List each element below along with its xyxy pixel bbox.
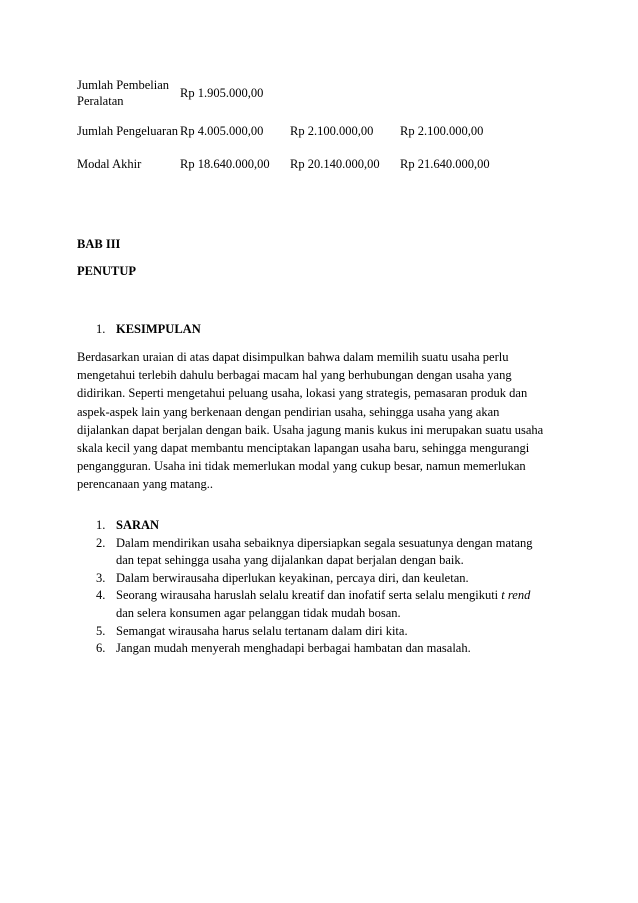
- heading-number: 1.: [96, 322, 106, 336]
- row-label: Modal Akhir: [77, 157, 142, 171]
- table-row: [77, 112, 510, 150]
- paragraph-line: didirikan. Seperti mengetahui peluang usaha, lokasi yang strategis, pemasaran produk dan: [77, 386, 528, 401]
- cell-value: Rp 20.140.000,00: [290, 156, 380, 171]
- row-label: Jumlah Pembelian Peralatan: [77, 78, 169, 108]
- item-number: 6.: [96, 641, 106, 656]
- item-number: 4.: [96, 588, 106, 603]
- list-item: [96, 570, 556, 588]
- heading-title: KESIMPULAN: [116, 322, 201, 336]
- cell-value: Rp 2.100.000,00: [290, 123, 374, 138]
- list-item: [96, 517, 556, 535]
- item-number: 1.: [96, 518, 106, 532]
- item-text: Dalam berwirausaha diperlukan keyakinan, percaya diri, dan keuletan.: [116, 570, 469, 585]
- saran-list: [96, 517, 556, 658]
- cell-value: Rp 1.905.000,00: [180, 85, 264, 100]
- list-item: [96, 587, 556, 622]
- paragraph-line: pengangguran. Usaha ini tidak memerlukan modal yang cukup besar, namun memerlukan: [77, 459, 526, 474]
- table-row: [77, 74, 510, 112]
- paragraph-line: dijalankan dapat berjalan dengan baik. Usaha jagung manis kukus ini merupakan suatu usaha: [77, 422, 544, 437]
- item-text: dan selera konsumen agar pelanggan tidak mudah bosan.: [116, 605, 401, 620]
- item-text-part: Seorang wirausaha haruslah selalu kreatif dan inofatif serta selalu mengikuti: [116, 588, 502, 603]
- chapter-number: BAB III: [77, 237, 121, 251]
- list-item: [96, 535, 556, 570]
- list-item: [96, 623, 556, 641]
- financial-table: [77, 74, 510, 178]
- paragraph-line: Berdasarkan uraian di atas dapat disimpulkan bahwa dalam memilih suatu usaha perlu: [77, 350, 509, 364]
- paragraph-line: aspek-aspek lain yang berkenaan dengan pendirian usaha, sehingga usaha yang akan: [77, 404, 500, 419]
- chapter-title: PENUTUP: [77, 264, 137, 278]
- list-item: [96, 640, 556, 658]
- paragraph-line: mengetahui terlebih dahulu berbagai macam hal yang berhubungan dengan usaha yang: [77, 368, 512, 383]
- cell-value: Rp 18.640.000,00: [180, 156, 270, 171]
- item-text: SARAN: [116, 518, 160, 532]
- item-text: [116, 587, 556, 605]
- paragraph-line: skala kecil yang dapat membantu menciptakan lapangan usaha baru, sehingga mengurangi: [77, 441, 530, 456]
- cell-value: Rp 4.005.000,00: [180, 123, 264, 138]
- cell-value: Rp 21.640.000,00: [400, 156, 490, 171]
- item-text: dan tepat sehingga usaha yang dijalankan dapat berjalan dengan baik.: [116, 553, 464, 568]
- kesimpulan-paragraph: [77, 348, 557, 494]
- item-text: Jangan mudah menyerah menghadapi berbagai hambatan dan masalah.: [116, 641, 471, 656]
- cell-value: [290, 74, 400, 112]
- cell-value: Rp 2.100.000,00: [400, 123, 484, 138]
- table-row: [77, 150, 510, 178]
- row-label: Jumlah Pengeluaran: [77, 124, 179, 138]
- italic-word: t rend: [501, 588, 531, 603]
- item-text: Dalam mendirikan usaha sebaiknya dipersiapkan segala sesuatunya dengan matang: [116, 535, 533, 550]
- item-number: 5.: [96, 623, 106, 638]
- item-text: Semangat wirausaha harus selalu tertanam dalam diri kita.: [116, 623, 408, 638]
- item-number: 3.: [96, 570, 106, 585]
- item-number: 2.: [96, 535, 106, 550]
- paragraph-line: perencanaan yang matang..: [77, 477, 214, 492]
- kesimpulan-heading: [96, 322, 201, 337]
- cell-value: [400, 74, 510, 112]
